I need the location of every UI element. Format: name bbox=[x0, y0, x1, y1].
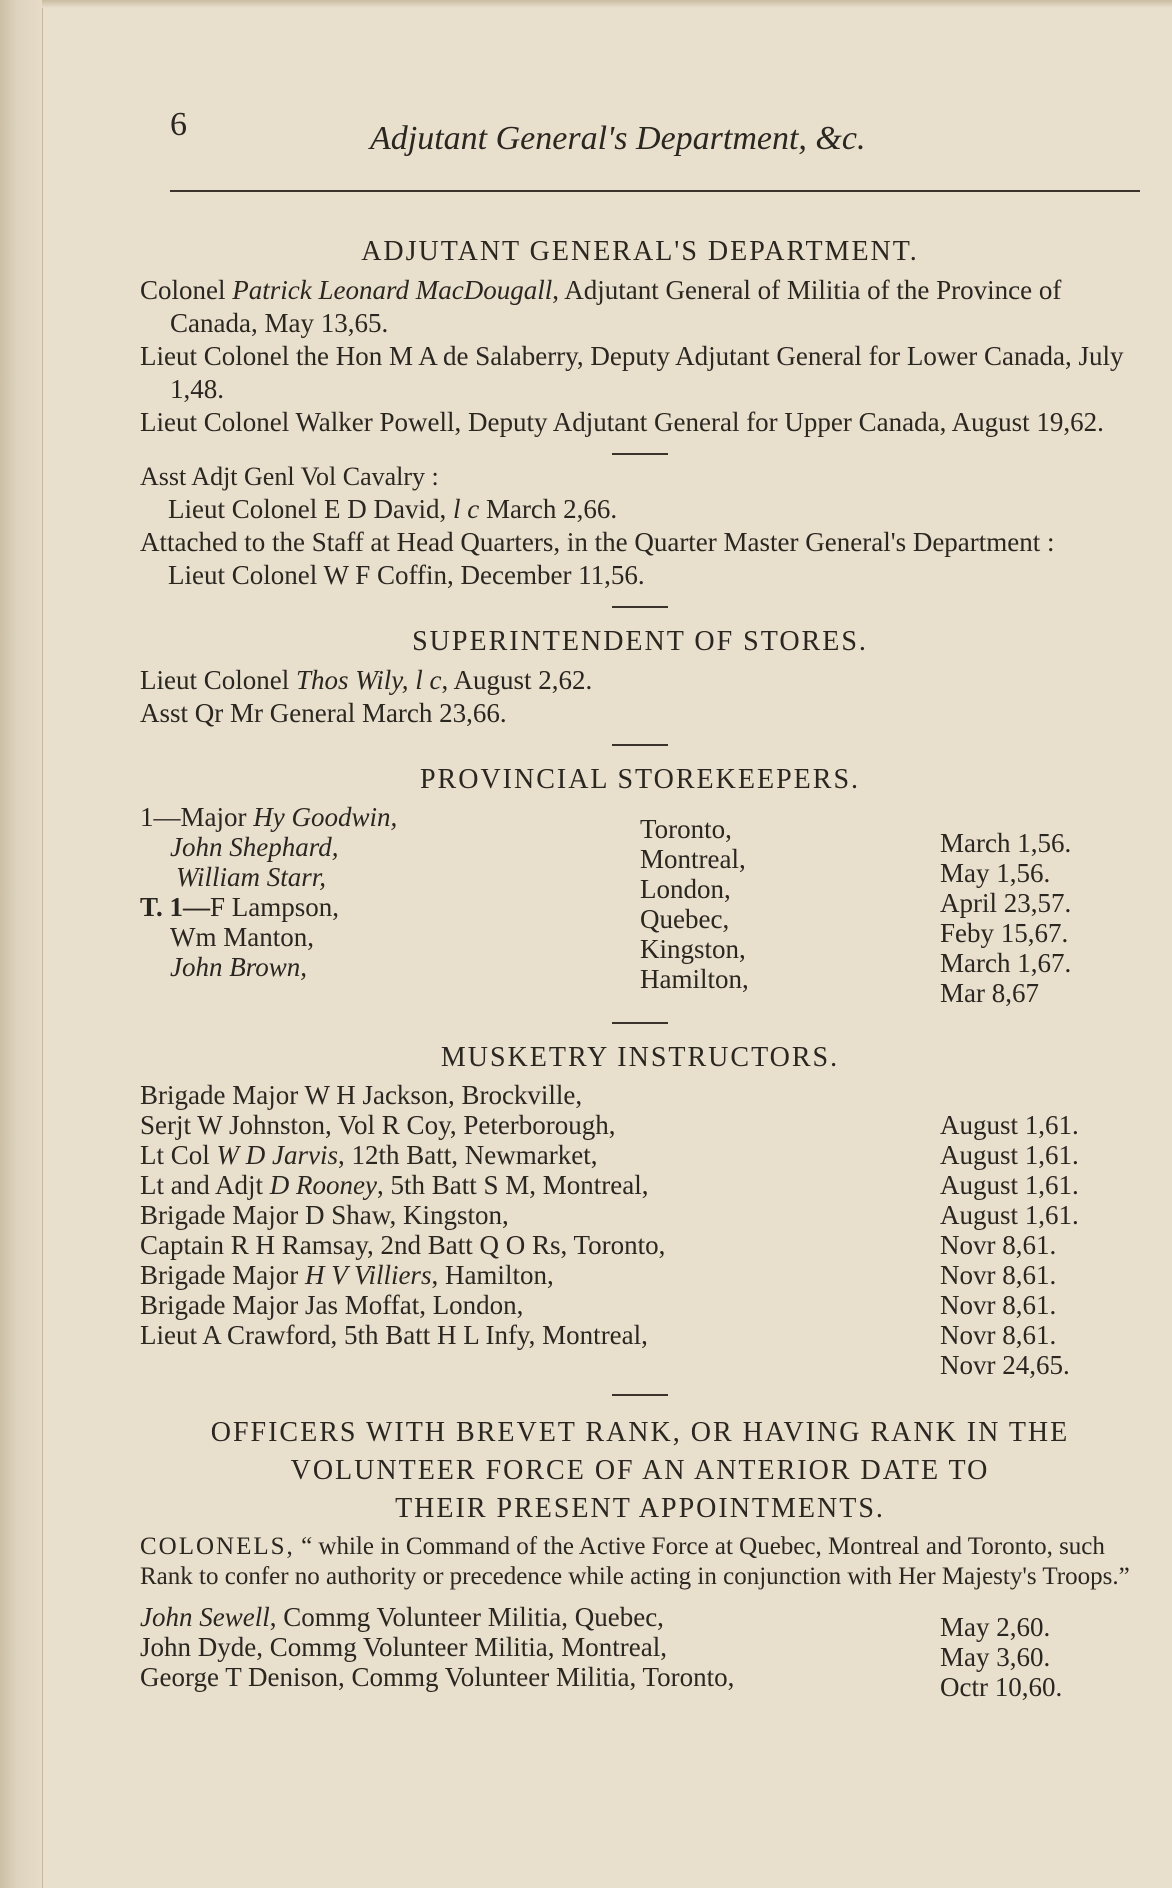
attached-label: Attached to the Staff at Head Quarters, in the Quarter Master General's Department : bbox=[140, 527, 1055, 557]
officer-name: Patrick Leonard MacDougall bbox=[232, 275, 553, 305]
dates-column bbox=[940, 802, 1120, 1008]
entry-text: George T Denison, Commg Volunteer Militia, Toronto, bbox=[140, 1662, 735, 1692]
colonels-dates-column bbox=[940, 1602, 1120, 1702]
entry-text: Lieut A Crawford, 5th Batt H L Infy, Montreal, bbox=[140, 1320, 648, 1350]
entry-text: Lt Col bbox=[140, 1140, 217, 1170]
section-storekeepers bbox=[140, 764, 1140, 1024]
separator-rule bbox=[612, 1394, 668, 1396]
section-title: OFFICERS WITH BREVET RANK, OR HAVING RANK IN THE bbox=[210, 1417, 1070, 1448]
colonel-entry bbox=[140, 1602, 940, 1632]
entry-text: , Hamilton, bbox=[431, 1260, 554, 1290]
entry-david bbox=[140, 493, 1140, 526]
section-adjutant-general bbox=[140, 236, 1140, 608]
page-number: 6 bbox=[170, 106, 187, 143]
section-musketry bbox=[140, 1042, 1140, 1396]
section-brevet bbox=[140, 1414, 1140, 1702]
entry-text: , 12th Batt, Newmarket, bbox=[338, 1140, 598, 1170]
entry-text: Brigade Major W H Jackson, Brockville, bbox=[140, 1080, 583, 1110]
instructor-date: Novr 8,61. bbox=[940, 1290, 1057, 1320]
instructor-entry bbox=[140, 1140, 940, 1170]
separator-rule bbox=[612, 606, 668, 608]
entry-qrmr: Asst Qr Mr General March 23,66. bbox=[140, 698, 507, 728]
colonels-column bbox=[140, 1602, 940, 1702]
section-title: THEIR PRESENT APPOINTMENTS. bbox=[395, 1493, 885, 1524]
page-header bbox=[140, 90, 1140, 180]
instructor-entry bbox=[140, 1320, 940, 1350]
entry-wily bbox=[140, 664, 1140, 697]
places-column bbox=[640, 802, 940, 1008]
entry-salaberry: Lieut Colonel the Hon M A de Salaberry, Deputy Adjutant General for Lower Canada, July 1,48. bbox=[140, 341, 1124, 404]
entry-prefix: 1—Major bbox=[140, 802, 254, 832]
storekeeper-date: Mar 8,67 bbox=[940, 978, 1039, 1008]
page-top-edge bbox=[42, 0, 1172, 8]
storekeeper-name bbox=[140, 952, 640, 982]
instructor-entry bbox=[140, 1290, 940, 1320]
entry-text: Brigade Major bbox=[140, 1260, 305, 1290]
colonel-date: May 3,60. bbox=[940, 1642, 1051, 1672]
officer-name: D Rooney bbox=[269, 1170, 377, 1200]
storekeeper-place: Kingston, bbox=[640, 934, 746, 964]
musketry-table bbox=[140, 1080, 1140, 1380]
instructor-entry bbox=[140, 1110, 940, 1140]
colonel-date: May 2,60. bbox=[940, 1612, 1051, 1642]
entry-text: March 2,66. bbox=[479, 494, 618, 524]
instructor-date: Novr 8,61. bbox=[940, 1320, 1057, 1350]
instructor-entry bbox=[140, 1230, 940, 1260]
running-head: Adjutant General's Department, &c. bbox=[370, 120, 866, 157]
storekeeper-name bbox=[140, 922, 640, 952]
storekeeper-date: March 1,56. bbox=[940, 828, 1072, 858]
officer-name: John Sewell bbox=[140, 1602, 270, 1632]
instructors-column bbox=[140, 1080, 940, 1380]
note-lead: COLONELS, bbox=[140, 1533, 295, 1560]
storekeeper-place: London, bbox=[640, 874, 731, 904]
instructor-date: August 1,61. bbox=[940, 1170, 1079, 1200]
officer-name: John Shephard, bbox=[170, 832, 339, 862]
colonels-note bbox=[140, 1532, 1140, 1592]
instructor-date: Novr 8,61. bbox=[940, 1260, 1057, 1290]
officer-name: Hy Goodwin, bbox=[253, 802, 398, 832]
storekeeper-place: Montreal, bbox=[640, 844, 746, 874]
instructor-date: August 1,61. bbox=[940, 1200, 1079, 1230]
entry-text: , Commg Volunteer Militia, Quebec, bbox=[269, 1602, 664, 1632]
officer-name: F Lampson, bbox=[210, 892, 340, 922]
storekeeper-name bbox=[140, 802, 640, 832]
entry-text: Brigade Major Jas Moffat, London, bbox=[140, 1290, 524, 1320]
storekeeper-place: Quebec, bbox=[640, 904, 730, 934]
storekeeper-date: March 1,67. bbox=[940, 948, 1072, 978]
officer-name: John Brown, bbox=[170, 952, 307, 982]
section-title: ADJUTANT GENERAL'S DEPARTMENT. bbox=[361, 236, 919, 267]
entry-text: Serjt W Johnston, Vol R Coy, Peterborough, bbox=[140, 1110, 616, 1140]
book-binding-edge bbox=[0, 0, 43, 1888]
names-column bbox=[140, 802, 640, 1008]
officer-name: W D Jarvis bbox=[216, 1140, 338, 1170]
instructor-entry bbox=[140, 1260, 940, 1290]
document-page bbox=[140, 90, 1140, 1702]
entry-prefix: T. 1— bbox=[140, 892, 211, 922]
storekeeper-name bbox=[140, 832, 640, 862]
entry-text: Lieut Colonel E D David, bbox=[168, 494, 453, 524]
colonel-entry bbox=[140, 1632, 940, 1662]
officer-name: H V Villiers bbox=[304, 1260, 432, 1290]
instructor-date: August 1,61. bbox=[940, 1140, 1079, 1170]
instructor-date: Novr 24,65. bbox=[940, 1350, 1070, 1380]
storekeeper-date: April 23,57. bbox=[940, 888, 1072, 918]
storekeeper-name bbox=[140, 862, 640, 892]
brevet-table bbox=[140, 1602, 1140, 1702]
storekeeper-date: Feby 15,67. bbox=[940, 918, 1069, 948]
note-text: “ while in Command of the Active Force at Quebec, Montreal and Toronto, such Rank to confer no authority or precedence while acting in conjunction with Her Majesty's Troops.” bbox=[140, 1533, 1130, 1590]
colonel-entry bbox=[140, 1662, 940, 1692]
entry-text: , Adjutant General of Militia of the Province of Canada, May 13,65. bbox=[170, 275, 1062, 338]
entry-text: , 5th Batt S M, Montreal, bbox=[376, 1170, 649, 1200]
section-stores bbox=[140, 626, 1140, 746]
section-title: SUPERINTENDENT OF STORES. bbox=[412, 626, 868, 657]
entry-text: John Dyde, Commg Volunteer Militia, Montreal, bbox=[140, 1632, 667, 1662]
instructor-entry bbox=[140, 1200, 940, 1230]
entry-text: Colonel bbox=[140, 275, 233, 305]
instructor-dates-column bbox=[940, 1080, 1120, 1380]
entry-text: Captain R H Ramsay, 2nd Batt Q O Rs, Toronto, bbox=[140, 1230, 666, 1260]
storekeeper-place: Toronto, bbox=[640, 814, 732, 844]
entry-text: Brigade Major D Shaw, Kingston, bbox=[140, 1200, 509, 1230]
entry-powell: Lieut Colonel Walker Powell, Deputy Adjutant General for Upper Canada, August 19,62. bbox=[140, 407, 1104, 437]
separator-rule bbox=[612, 453, 668, 455]
rank-abbrev: l c bbox=[452, 494, 480, 524]
section-title: VOLUNTEER FORCE OF AN ANTERIOR DATE TO bbox=[290, 1455, 990, 1486]
separator-rule bbox=[612, 1022, 668, 1024]
section-title: MUSKETRY INSTRUCTORS. bbox=[440, 1042, 840, 1073]
entry-macdougall bbox=[140, 274, 1140, 340]
storekeeper-name bbox=[140, 892, 640, 922]
storekeeper-place: Hamilton, bbox=[640, 964, 749, 994]
cavalry-label: Asst Adjt Genl Vol Cavalry : bbox=[140, 462, 439, 491]
instructor-date: Novr 8,61. bbox=[940, 1230, 1057, 1260]
section-title: PROVINCIAL STOREKEEPERS. bbox=[419, 764, 861, 795]
entry-text: Lt and Adjt bbox=[140, 1170, 270, 1200]
header-rule bbox=[170, 190, 1140, 192]
officer-name: Thos Wily, l c bbox=[295, 665, 442, 695]
colonel-date: Octr 10,60. bbox=[940, 1672, 1063, 1702]
instructor-date: August 1,61. bbox=[940, 1110, 1079, 1140]
storekeepers-table bbox=[140, 802, 1140, 1008]
officer-name: William Starr, bbox=[176, 862, 327, 892]
officer-name: Wm Manton, bbox=[170, 922, 314, 952]
instructor-entry bbox=[140, 1170, 940, 1200]
entry-coffin: Lieut Colonel W F Coffin, December 11,56. bbox=[168, 560, 645, 590]
instructor-entry bbox=[140, 1080, 940, 1110]
separator-rule bbox=[612, 744, 668, 746]
storekeeper-date: May 1,56. bbox=[940, 858, 1051, 888]
entry-text: Lieut Colonel bbox=[140, 665, 296, 695]
entry-text: , August 2,62. bbox=[441, 665, 593, 695]
